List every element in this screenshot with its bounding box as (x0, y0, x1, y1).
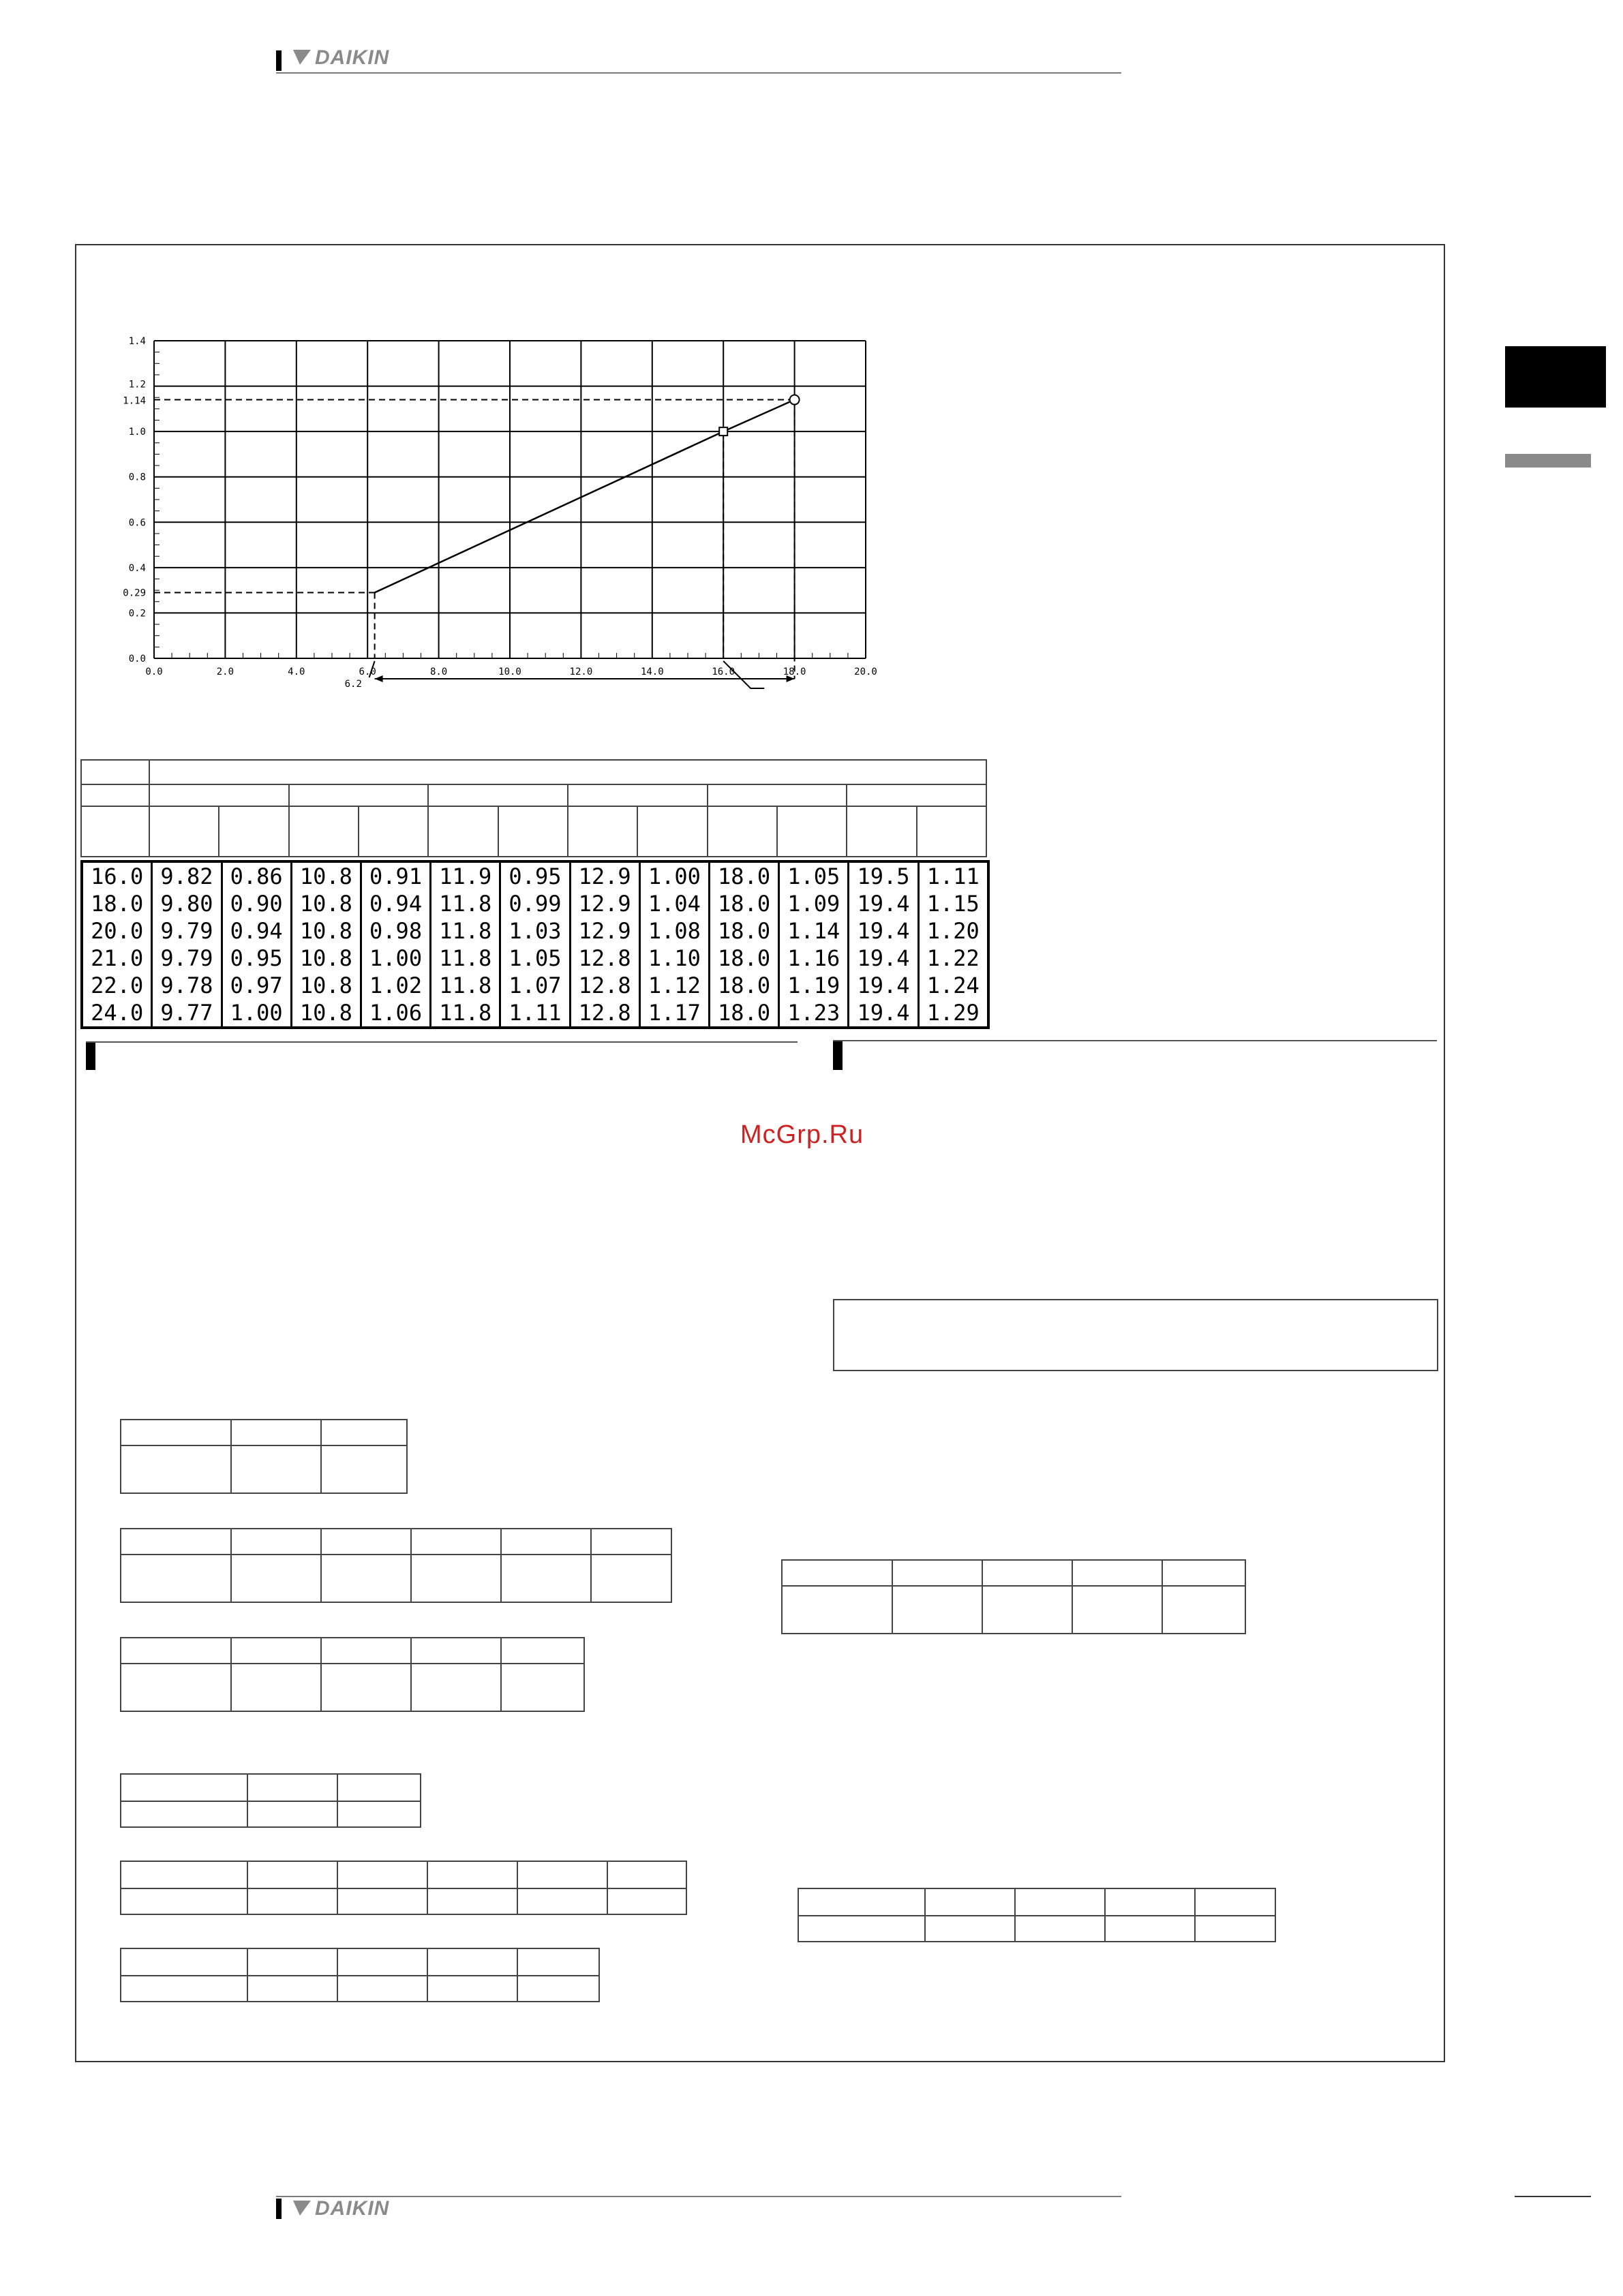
table-cell: 0.90 (222, 890, 291, 917)
table-cell: 1.12 (639, 972, 709, 999)
table-cell: 10.8 (291, 917, 361, 945)
table-cell: 10.8 (291, 999, 361, 1028)
table-cell: 18.0 (709, 861, 778, 890)
header-cell (289, 784, 429, 806)
spec-table-2 (120, 1528, 672, 1603)
table-cell: 1.09 (779, 890, 849, 917)
table-cell: 18.0 (709, 972, 778, 999)
header-cell (149, 784, 289, 806)
note-box (833, 1299, 1438, 1371)
spec-table-5 (120, 1861, 687, 1915)
table-cell: 12.8 (570, 999, 639, 1028)
section-heading-left-bar (86, 1041, 95, 1070)
table-cell: 18.0 (709, 999, 778, 1028)
table-cell: 0.95 (222, 945, 291, 972)
table-cell: 1.07 (500, 972, 570, 999)
table-cell: 1.16 (779, 945, 849, 972)
x-tick-label: 2.0 (216, 667, 234, 677)
ratio-chart (123, 327, 886, 695)
table-cell: 0.95 (500, 861, 570, 890)
table-cell: 18.0 (709, 890, 778, 917)
header-cell (917, 806, 986, 857)
header-cell (149, 806, 219, 857)
table-cell: 24.0 (82, 999, 152, 1028)
table-cell: 11.8 (431, 945, 500, 972)
header-cell (708, 806, 777, 857)
table-row (82, 999, 988, 1028)
header-cell (428, 784, 568, 806)
y-tick-label: 0.4 (128, 562, 146, 574)
header-cell (81, 806, 149, 857)
section-tab-grey (1505, 454, 1591, 468)
x-tick-label: 4.0 (288, 667, 305, 677)
section-heading-right-bar (833, 1041, 843, 1070)
table-cell: 1.22 (918, 945, 988, 972)
section-tab-black (1505, 346, 1606, 408)
chart-annotations (123, 396, 362, 690)
spec-table-4 (120, 1773, 421, 1828)
header-rule (276, 72, 1121, 74)
table-cell: 18.0 (709, 945, 778, 972)
table-cell: 1.14 (779, 917, 849, 945)
header-cell (359, 806, 428, 857)
table-cell: 16.0 (82, 861, 152, 890)
y-marker-label-low: 0.29 (123, 587, 146, 599)
table-cell: 19.4 (849, 999, 918, 1028)
footer-accent-bar (276, 2199, 282, 2219)
header-cell (637, 806, 707, 857)
y-tick-label: 0.8 (128, 472, 146, 483)
table-row (82, 917, 988, 945)
x-tick-label: 0.0 (145, 667, 163, 677)
table-cell: 11.8 (431, 972, 500, 999)
x-tick-label: 6.0 (359, 667, 376, 677)
table-cell: 1.11 (918, 861, 988, 890)
table-cell: 11.9 (431, 861, 500, 890)
table-cell: 1.10 (639, 945, 709, 972)
table-cell: 10.8 (291, 945, 361, 972)
x-tick-label: 12.0 (569, 667, 593, 677)
spec-table-1 (120, 1419, 408, 1494)
header-cell (847, 784, 986, 806)
table-cell: 12.9 (570, 917, 639, 945)
x-tick-label: 16.0 (712, 667, 735, 677)
x-tick-label: 8.0 (429, 667, 448, 677)
watermark-text: McGrp.Ru (740, 1120, 864, 1149)
table-cell: 10.8 (291, 890, 361, 917)
x-tick-label: 20.0 (854, 667, 877, 677)
header-accent-bar (276, 50, 282, 71)
y-tick-label: 0.2 (128, 608, 146, 619)
table-row (82, 945, 988, 972)
chart-grid (154, 341, 866, 658)
header-brand: DAIKIN (315, 46, 390, 69)
table-cell: 9.79 (152, 945, 222, 972)
table-cell: 1.11 (500, 999, 570, 1028)
table-cell: 21.0 (82, 945, 152, 972)
daikin-logo-icon (292, 2199, 312, 2217)
y-marker-label-high: 1.14 (123, 395, 146, 407)
y-tick-label: 1.4 (128, 336, 146, 347)
header-cell (777, 806, 847, 857)
footer-rule (276, 2196, 1121, 2197)
x-tick-label: 14.0 (640, 667, 664, 677)
table-cell: 1.20 (918, 917, 988, 945)
table-cell: 1.24 (918, 972, 988, 999)
table-cell: 1.00 (639, 861, 709, 890)
table-cell: 19.4 (849, 972, 918, 999)
capacity-table-header (80, 759, 987, 857)
table-cell: 1.03 (500, 917, 570, 945)
data-point-circle (790, 395, 800, 405)
table-cell: 12.8 (570, 945, 639, 972)
table-row (82, 861, 988, 890)
header-cell (219, 806, 288, 857)
table-cell: 12.8 (570, 972, 639, 999)
table-cell: 9.77 (152, 999, 222, 1028)
spec-table-6 (120, 1948, 600, 2002)
table-cell: 0.94 (361, 890, 430, 917)
section-heading-left-rule (86, 1041, 798, 1043)
table-cell: 18.0 (82, 890, 152, 917)
x-tick-label: 18.0 (783, 667, 806, 677)
daikin-logo-icon (292, 48, 312, 66)
table-cell: 1.06 (361, 999, 430, 1028)
header-cell (568, 806, 637, 857)
footer-page-rule (1515, 2196, 1591, 2197)
header-cell (847, 806, 916, 857)
y-tick-label: 1.0 (128, 427, 146, 438)
table-cell: 1.08 (639, 917, 709, 945)
table-cell: 0.94 (222, 917, 291, 945)
y-tick-label: 0.6 (128, 517, 146, 529)
table-cell: 0.97 (222, 972, 291, 999)
spec-table-3 (120, 1637, 585, 1712)
table-cell: 1.17 (639, 999, 709, 1028)
header-cell (81, 760, 149, 784)
table-cell: 19.4 (849, 917, 918, 945)
table-cell: 18.0 (709, 917, 778, 945)
header-cell (81, 784, 149, 806)
table-cell: 12.9 (570, 890, 639, 917)
header-cell (289, 806, 359, 857)
header-cell (498, 806, 568, 857)
table-cell: 9.82 (152, 861, 222, 890)
series-line-ratio (375, 400, 795, 593)
x-marker-label-low: 6.2 (344, 679, 362, 690)
table-cell: 1.04 (639, 890, 709, 917)
table-cell: 1.00 (222, 999, 291, 1028)
x-tick-label: 10.0 (498, 667, 521, 677)
section-heading-right-rule (833, 1040, 1437, 1041)
header-cell (708, 784, 847, 806)
table-cell: 0.99 (500, 890, 570, 917)
table-cell: 20.0 (82, 917, 152, 945)
table-cell: 19.4 (849, 945, 918, 972)
table-cell: 9.79 (152, 917, 222, 945)
table-cell: 10.8 (291, 861, 361, 890)
table-row (82, 890, 988, 917)
capacity-table-body (80, 860, 990, 1029)
table-cell: 1.00 (361, 945, 430, 972)
table-cell: 11.8 (431, 999, 500, 1028)
chart-tick-labels (129, 336, 877, 677)
table-cell: 19.4 (849, 890, 918, 917)
y-tick-label: 1.2 (128, 379, 146, 391)
table-cell: 1.23 (779, 999, 849, 1028)
table-cell: 1.19 (779, 972, 849, 999)
table-cell: 0.86 (222, 861, 291, 890)
spec-table-7 (781, 1559, 1246, 1634)
table-row (82, 972, 988, 999)
table-cell: 1.05 (500, 945, 570, 972)
footer-brand: DAIKIN (315, 2197, 390, 2220)
header-logo (292, 46, 389, 70)
table-cell: 19.5 (849, 861, 918, 890)
header-cell (149, 760, 986, 784)
table-cell: 9.80 (152, 890, 222, 917)
spec-table-8 (798, 1888, 1276, 1942)
data-point-square (719, 427, 727, 435)
table-cell: 9.78 (152, 972, 222, 999)
table-cell: 11.8 (431, 917, 500, 945)
table-cell: 1.15 (918, 890, 988, 917)
table-cell: 10.8 (291, 972, 361, 999)
table-cell: 1.05 (779, 861, 849, 890)
table-cell: 22.0 (82, 972, 152, 999)
table-cell: 1.29 (918, 999, 988, 1028)
footer-logo (292, 2197, 389, 2220)
table-cell: 12.9 (570, 861, 639, 890)
table-cell: 1.02 (361, 972, 430, 999)
table-cell: 0.98 (361, 917, 430, 945)
header-cell (568, 784, 708, 806)
table-cell: 0.91 (361, 861, 430, 890)
header-cell (428, 806, 498, 857)
table-cell: 11.8 (431, 890, 500, 917)
y-tick-label: 0.0 (128, 654, 146, 664)
